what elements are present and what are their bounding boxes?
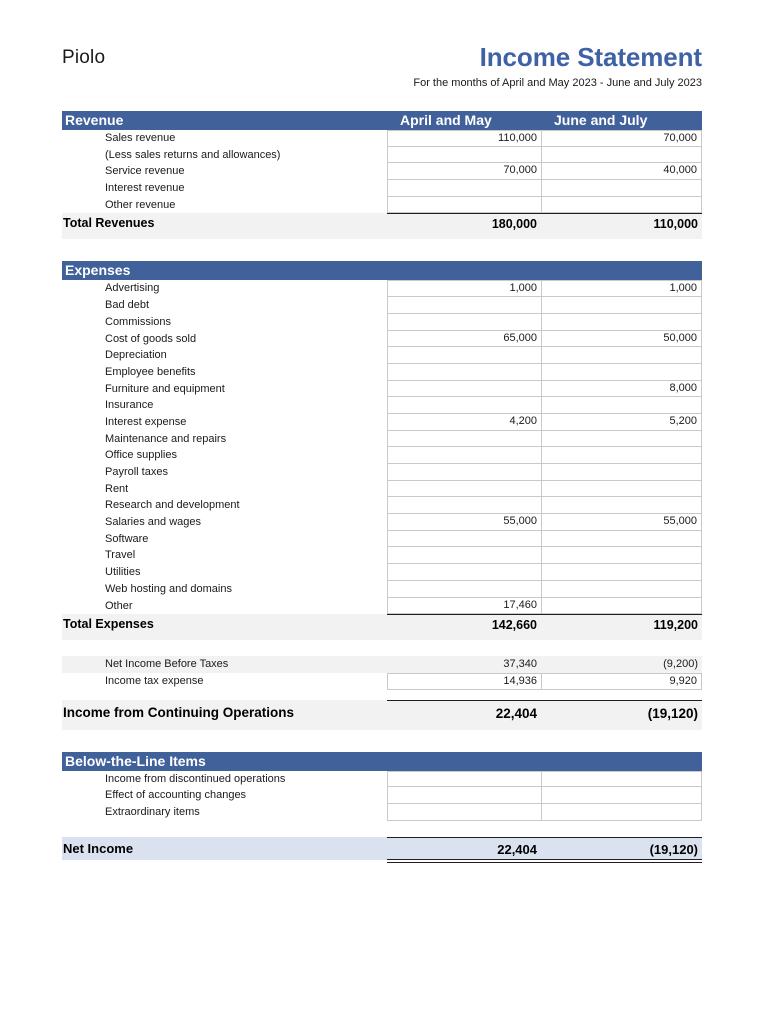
statement-table bbox=[62, 111, 702, 863]
cell-col2[interactable] bbox=[541, 364, 702, 381]
cell-col2[interactable]: 40,000 bbox=[541, 163, 702, 180]
cell-col2[interactable] bbox=[541, 771, 702, 788]
table-row bbox=[62, 397, 702, 414]
page-title: Income Statement bbox=[479, 42, 702, 72]
table-row bbox=[62, 280, 702, 297]
row-net-income-before-taxes bbox=[62, 656, 702, 673]
column-header-col2: June and July bbox=[554, 112, 648, 128]
cell-col1[interactable] bbox=[387, 397, 541, 414]
row-income-from-continuing-operations bbox=[62, 700, 702, 725]
row-label: Advertising bbox=[105, 282, 160, 295]
cell-col1[interactable] bbox=[387, 804, 541, 821]
total-row-revenues bbox=[62, 213, 702, 234]
cell-col1[interactable] bbox=[387, 297, 541, 314]
section-spacer-col2 bbox=[541, 752, 702, 771]
row-label: Bad debt bbox=[105, 299, 150, 312]
row-income-tax-expense bbox=[62, 673, 702, 690]
row-label: Interest expense bbox=[105, 415, 187, 428]
row-label: Cost of goods sold bbox=[105, 332, 197, 345]
net-income-col1: 22,404 bbox=[387, 837, 541, 860]
title-block bbox=[222, 42, 702, 91]
cell-col1[interactable]: 4,200 bbox=[387, 414, 541, 431]
row-label: (Less sales returns and allowances) bbox=[105, 148, 281, 161]
row-label: Web hosting and domains bbox=[105, 582, 232, 595]
cell-col1[interactable]: 110,000 bbox=[387, 130, 541, 147]
table-row bbox=[62, 531, 702, 548]
cell-col1[interactable] bbox=[387, 381, 541, 398]
cell-col1[interactable] bbox=[387, 531, 541, 548]
row-label: Depreciation bbox=[105, 349, 167, 362]
table-row bbox=[62, 364, 702, 381]
section-spacer-col2 bbox=[541, 261, 702, 280]
rule-col1 bbox=[387, 860, 541, 863]
cell-col1[interactable] bbox=[387, 564, 541, 581]
result-col1: 22,404 bbox=[387, 700, 541, 725]
cell-col1[interactable] bbox=[387, 447, 541, 464]
table-row bbox=[62, 331, 702, 348]
cell-col2[interactable] bbox=[541, 531, 702, 548]
cell-col1[interactable]: 17,460 bbox=[387, 598, 541, 615]
cell-col2[interactable]: 8,000 bbox=[541, 381, 702, 398]
row-label: Interest revenue bbox=[105, 182, 185, 195]
cell-col2[interactable] bbox=[541, 598, 702, 615]
row-label: Effect of accounting changes bbox=[105, 789, 247, 802]
section-title-below-the-line: Below-the-Line Items bbox=[65, 752, 206, 769]
cell-col2[interactable] bbox=[541, 297, 702, 314]
table-row bbox=[62, 787, 702, 804]
cell-col2: (9,200) bbox=[663, 658, 698, 671]
cell-col1[interactable]: 70,000 bbox=[387, 163, 541, 180]
section-spacer-col1 bbox=[387, 752, 541, 771]
total-col2: 119,200 bbox=[541, 614, 702, 635]
row-label: Other bbox=[105, 599, 133, 612]
row-label: Service revenue bbox=[105, 165, 185, 178]
table-row bbox=[62, 414, 702, 431]
cell-col1[interactable]: 14,936 bbox=[387, 673, 541, 690]
spacer bbox=[62, 239, 702, 261]
cell-col1[interactable]: 55,000 bbox=[387, 514, 541, 531]
table-row bbox=[62, 481, 702, 498]
cell-col2[interactable] bbox=[541, 347, 702, 364]
cell-col2[interactable] bbox=[541, 147, 702, 164]
cell-col2[interactable]: 5,200 bbox=[541, 414, 702, 431]
page-subtitle: For the months of April and May 2023 - June and July 2023 bbox=[413, 77, 702, 89]
cell-col2[interactable] bbox=[541, 447, 702, 464]
total-col1: 142,660 bbox=[387, 614, 541, 635]
result-label: Income from Continuing Operations bbox=[63, 704, 295, 720]
table-row bbox=[62, 431, 702, 448]
rule-spacer bbox=[62, 860, 387, 863]
total-row-expenses bbox=[62, 614, 702, 635]
cell-col2[interactable]: 50,000 bbox=[541, 331, 702, 348]
table-row bbox=[62, 197, 702, 214]
row-label: Maintenance and repairs bbox=[105, 432, 227, 445]
cell-col1: 37,340 bbox=[503, 658, 537, 671]
cell-col2[interactable] bbox=[541, 804, 702, 821]
document-header bbox=[62, 42, 702, 104]
cell-col1[interactable] bbox=[387, 464, 541, 481]
table-row bbox=[62, 804, 702, 821]
cell-col1[interactable] bbox=[387, 547, 541, 564]
cell-col2[interactable] bbox=[541, 180, 702, 197]
row-label: Office supplies bbox=[105, 449, 177, 462]
cell-col2[interactable] bbox=[541, 197, 702, 214]
row-label: Commissions bbox=[105, 315, 172, 328]
row-label: Travel bbox=[105, 549, 136, 562]
section-title-expenses: Expenses bbox=[65, 262, 131, 279]
cell-col2[interactable] bbox=[541, 547, 702, 564]
table-row bbox=[62, 598, 702, 615]
row-label: Sales revenue bbox=[105, 132, 176, 144]
table-row bbox=[62, 464, 702, 481]
row-label: Other revenue bbox=[105, 198, 176, 211]
table-row bbox=[62, 381, 702, 398]
cell-col2[interactable] bbox=[541, 564, 702, 581]
table-row bbox=[62, 347, 702, 364]
total-label: Total Expenses bbox=[63, 617, 154, 632]
table-row bbox=[62, 497, 702, 514]
row-label: Income from discontinued operations bbox=[105, 772, 286, 785]
cell-col2[interactable] bbox=[541, 464, 702, 481]
section-spacer-col1 bbox=[387, 261, 541, 280]
cell-col1[interactable] bbox=[387, 197, 541, 214]
spacer bbox=[62, 640, 702, 656]
total-label: Total Revenues bbox=[63, 216, 155, 231]
column-header-col1: April and May bbox=[400, 112, 492, 128]
row-label: Utilities bbox=[105, 566, 141, 579]
cell-col2[interactable] bbox=[541, 314, 702, 331]
row-label: Insurance bbox=[105, 399, 154, 412]
cell-col2[interactable] bbox=[541, 581, 702, 598]
table-row bbox=[62, 297, 702, 314]
section-header-expenses bbox=[62, 261, 702, 280]
cell-col1[interactable] bbox=[387, 147, 541, 164]
total-col2: 110,000 bbox=[541, 213, 702, 234]
table-row bbox=[62, 547, 702, 564]
cell-col2[interactable]: 1,000 bbox=[541, 280, 702, 297]
row-label: Income tax expense bbox=[105, 674, 204, 687]
cell-col1[interactable] bbox=[387, 581, 541, 598]
cell-col2[interactable]: 55,000 bbox=[541, 514, 702, 531]
cell-col2[interactable] bbox=[541, 481, 702, 498]
table-row bbox=[62, 147, 702, 164]
total-col1: 180,000 bbox=[387, 213, 541, 234]
cell-col1[interactable] bbox=[387, 497, 541, 514]
table-row bbox=[62, 163, 702, 180]
cell-col1[interactable]: 65,000 bbox=[387, 331, 541, 348]
cell-col1[interactable] bbox=[387, 314, 541, 331]
cell-col1[interactable] bbox=[387, 771, 541, 788]
row-label: Extraordinary items bbox=[105, 805, 200, 818]
spacer bbox=[62, 821, 702, 837]
net-income-label: Net Income bbox=[63, 840, 134, 856]
cell-col1[interactable]: 1,000 bbox=[387, 280, 541, 297]
cell-col2[interactable] bbox=[541, 397, 702, 414]
row-label: Research and development bbox=[105, 499, 240, 512]
row-label: Furniture and equipment bbox=[105, 382, 225, 395]
cell-col2[interactable] bbox=[541, 431, 702, 448]
table-row bbox=[62, 771, 702, 788]
cell-col1[interactable] bbox=[387, 180, 541, 197]
row-label: Payroll taxes bbox=[105, 466, 168, 478]
company-name: Piolo bbox=[62, 47, 106, 68]
spacer bbox=[62, 690, 702, 700]
table-row bbox=[62, 581, 702, 598]
spacer bbox=[62, 730, 702, 752]
section-header-below-the-line bbox=[62, 752, 702, 771]
cell-col1[interactable] bbox=[387, 481, 541, 498]
row-label: Employee benefits bbox=[105, 365, 196, 378]
cell-col2[interactable] bbox=[541, 787, 702, 804]
row-label: Software bbox=[105, 532, 149, 545]
cell-col1[interactable] bbox=[387, 347, 541, 364]
row-label: Net Income Before Taxes bbox=[105, 658, 229, 671]
table-row bbox=[62, 564, 702, 581]
table-row bbox=[62, 514, 702, 531]
row-net-income bbox=[62, 837, 702, 860]
section-title-revenue: Revenue bbox=[65, 112, 124, 128]
row-label: Rent bbox=[105, 482, 129, 495]
net-income-double-rule bbox=[62, 860, 702, 863]
table-row bbox=[62, 314, 702, 331]
cell-col2[interactable] bbox=[541, 497, 702, 514]
cell-col2[interactable]: 9,920 bbox=[541, 673, 702, 690]
rule-col2 bbox=[541, 860, 702, 863]
cell-col1[interactable] bbox=[387, 787, 541, 804]
table-row bbox=[62, 447, 702, 464]
net-income-col2: (19,120) bbox=[541, 837, 702, 860]
cell-col1[interactable] bbox=[387, 364, 541, 381]
cell-col2[interactable]: 70,000 bbox=[541, 130, 702, 147]
cell-col1[interactable] bbox=[387, 431, 541, 448]
table-row bbox=[62, 180, 702, 197]
table-row bbox=[62, 130, 702, 147]
section-header-revenue bbox=[62, 111, 702, 130]
row-label: Salaries and wages bbox=[105, 516, 202, 529]
result-col2: (19,120) bbox=[541, 700, 702, 725]
